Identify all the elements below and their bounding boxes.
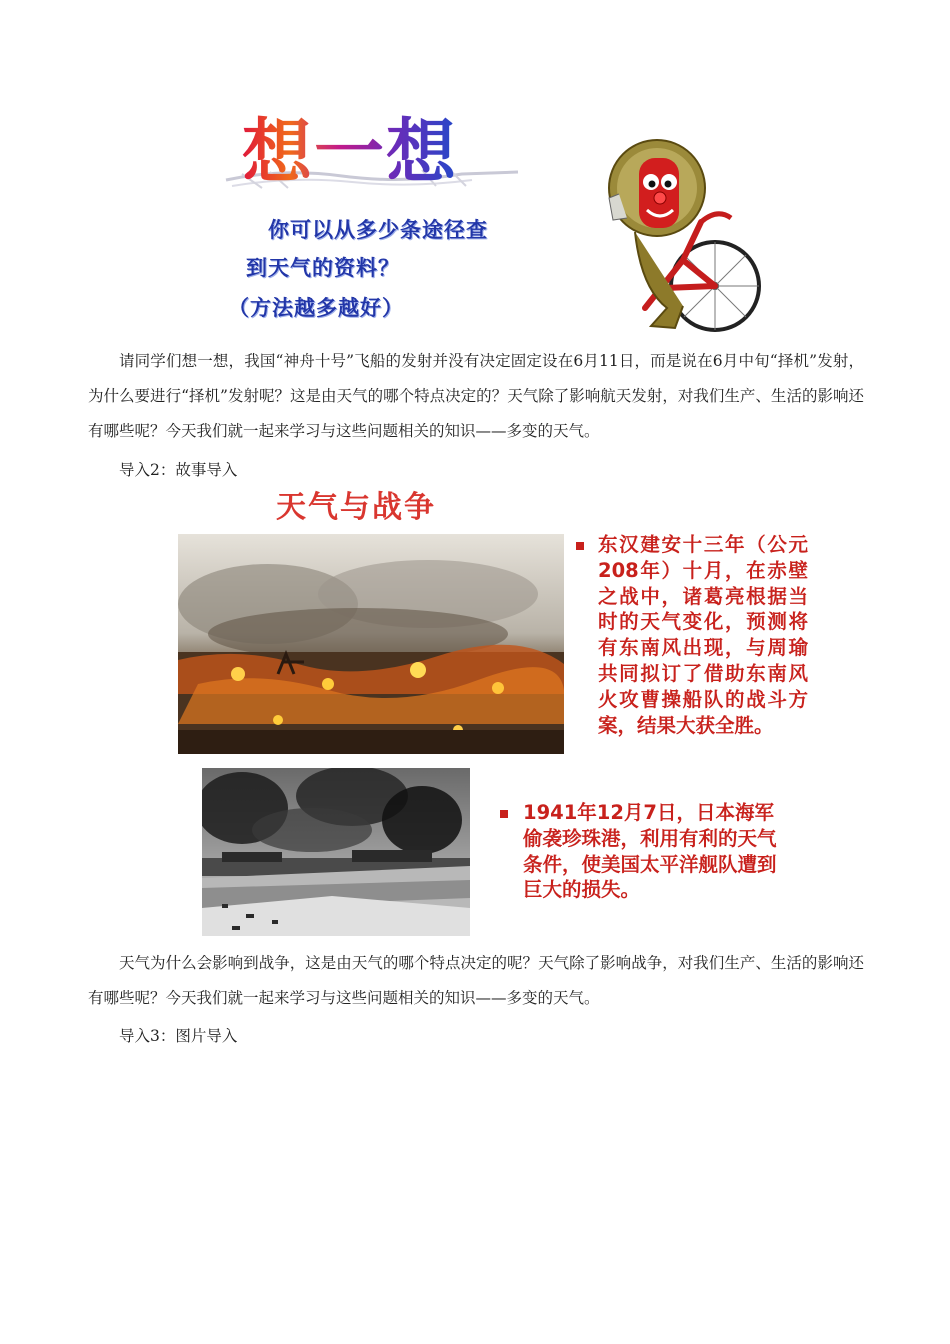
think-title: 想一想 — [242, 110, 458, 193]
pearl-harbor-story: 1941年12月7日，日本海军偷袭珍珠港，利用有利的天气条件，使美国太平洋舰队遭到巨大的损失。 — [523, 801, 777, 902]
section-heading-intro-2: 导入2：故事导入 — [119, 461, 238, 479]
slide-title: 天气与战争 — [276, 490, 436, 525]
think-question-line: （方法越多越好） — [228, 296, 404, 320]
robot-cyclist-illustration — [605, 138, 765, 340]
think-banner — [222, 110, 567, 325]
bullet-marker — [500, 810, 508, 818]
intro-paragraph-1: 请同学们想一想，我国“神舟十号”飞船的发射并没有决定固定设在6月11日，而是说在6月中旬“择机”发射，为什么要进行“择机”发射呢？这是由天气的哪个特点决定的？天气除了影响航天发射，对我们生产、生活的影响还有哪些呢？今天我们就一起来学习与这些问题相关的知识——多变的天气。 — [88, 352, 864, 440]
intro-paragraph-2: 天气为什么会影响到战争，这是由天气的哪个特点决定的呢？天气除了影响战争，对我们生产、生活的影响还有哪些呢？今天我们就一起来学习与这些问题相关的知识——多变的天气。 — [88, 954, 864, 1007]
think-question-line: 你可以从多少条途径查 — [268, 218, 488, 242]
weather-war-slide — [178, 488, 808, 938]
pearl-harbor-image — [202, 768, 470, 936]
red-cliffs-battle-image — [178, 534, 564, 754]
section-heading-intro-3: 导入3：图片导入 — [119, 1027, 238, 1045]
bullet-marker — [576, 542, 584, 550]
think-question-line: 到天气的资料？ — [246, 256, 400, 280]
red-cliffs-story: 东汉建安十三年（公元208年）十月，在赤壁之战中，诸葛亮根据当时的天气变化，预测将有东南风出现，与周瑜共同拟订了借助东南风火攻曹操船队的战斗方案，结果大获全胜。 — [598, 533, 808, 737]
